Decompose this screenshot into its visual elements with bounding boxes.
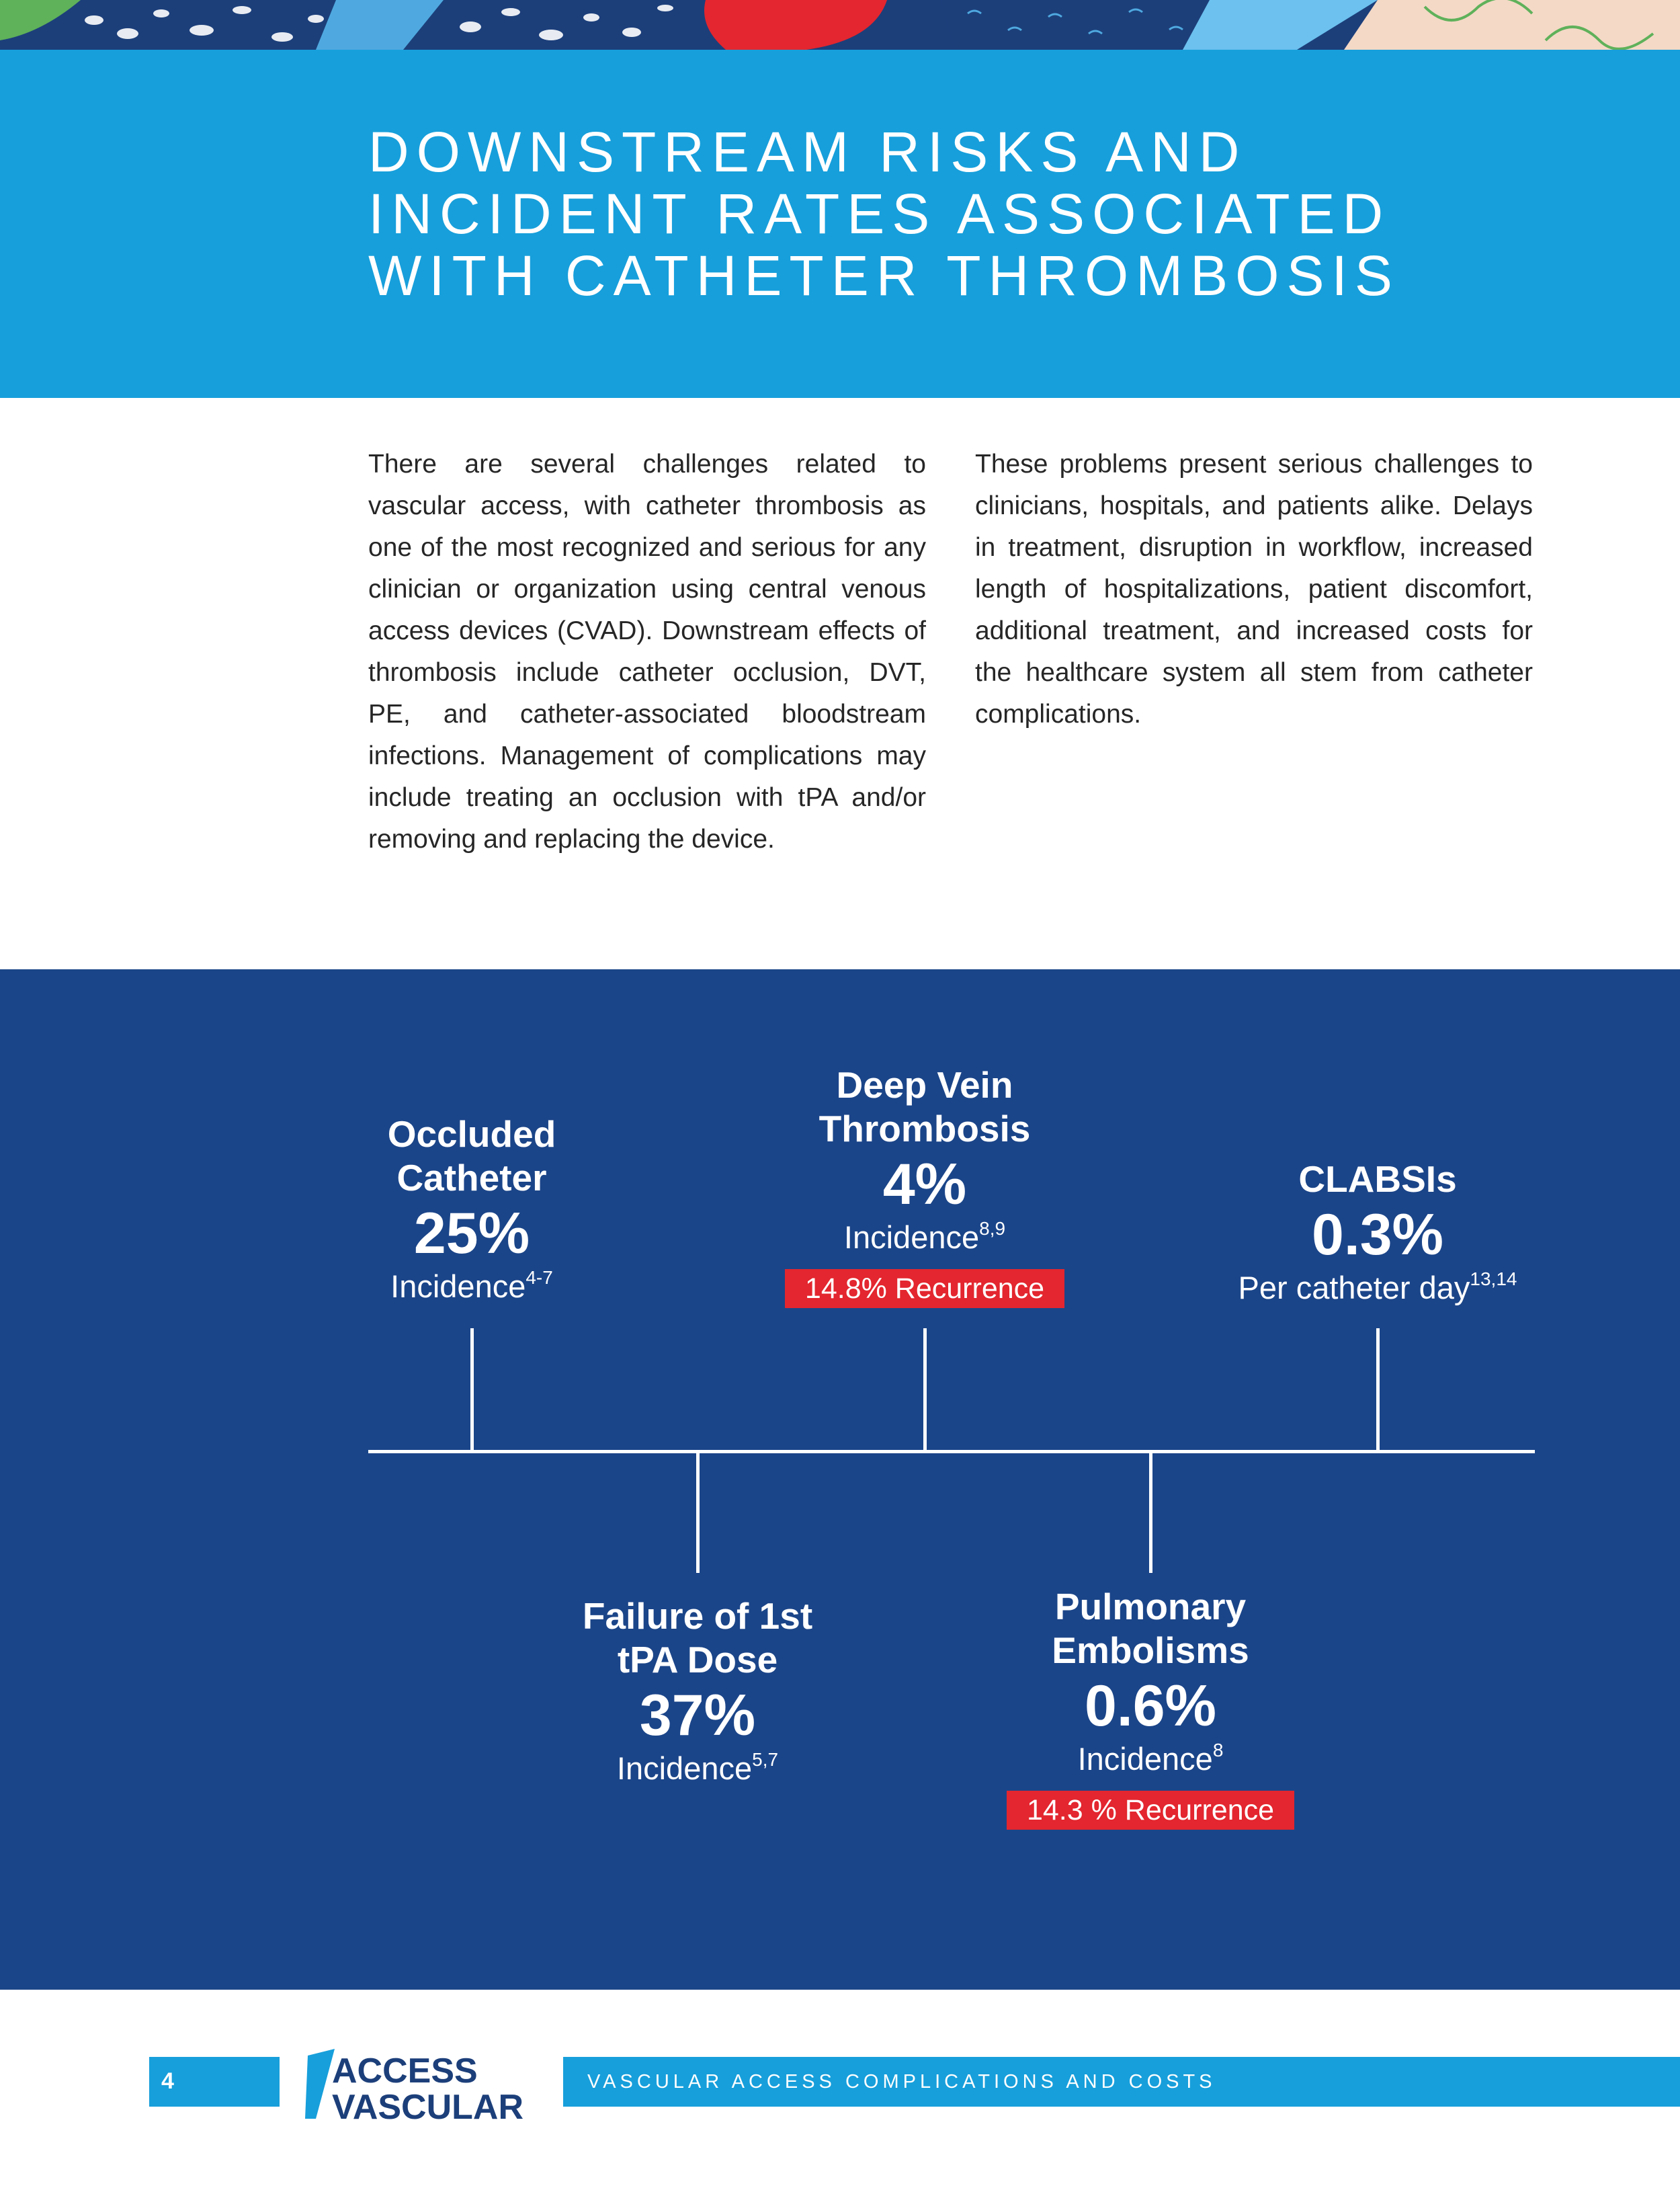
stat-value: 37% [639,1683,756,1748]
stat-label-line: Deep Vein [836,1064,1013,1106]
stat-label-line: CLABSIs [1298,1158,1457,1200]
stat-label [723,1063,1126,1151]
stat-note-text: Incidence [616,1750,753,1786]
intro-paragraph-right: These problems present serious challenges to clinicians, hospitals, and patients alike. Delays in treatment, disruption in workflow, increased length of hospitalizations, patient discomfort, additional treatment, and increased costs for the healthcare system all stem from catheter complications. [975,450,1533,729]
stat-clabsis [1176,1158,1579,1307]
stat-value: 0.3% [1311,1203,1444,1267]
stat-note [723,1218,1126,1257]
stat-note [949,1740,1352,1779]
stat-label [1176,1158,1579,1201]
stat-value: 25% [413,1201,530,1266]
stat-note-text: Incidence [390,1268,526,1304]
stat-value: 4% [882,1152,967,1217]
page-title [368,121,1511,307]
stat-label-line: Pulmonary [1054,1586,1247,1627]
stat-label-line: Embolisms [1052,1629,1249,1671]
logo-line-2: VASCULAR [332,2088,524,2125]
stat-label [949,1585,1352,1672]
stat-value: 0.6% [1084,1674,1217,1738]
page-title-line: INCIDENT RATES ASSOCIATED [368,182,1391,245]
reference-superscript: 13,14 [1470,1268,1517,1289]
stat-tpa-failure [496,1594,899,1788]
stat-deep-vein-thrombosis [723,1063,1126,1308]
stat-label [496,1594,899,1682]
recurrence-badge: 14.8% Recurrence [785,1269,1064,1308]
timeline-tick-pe [1149,1452,1152,1573]
access-vascular-logo [302,2043,531,2125]
header-illustration [0,0,1680,50]
stat-label-line: Thrombosis [818,1108,1031,1149]
stat-note [496,1749,899,1788]
intro-paragraph-left: There are several challenges related to vascular access, with catheter thrombosis as one of the most recognized and serious for any clinician or organization using central venous access devices (CVAD). Downstream effects of thrombosis include catheter occlusion, DVT, PE, and catheter-associated bloodstream infections. Management of complications may include treating an occlusion with tPA and/or removing and replacing the device. [368,450,926,854]
stat-label-line: Catheter [396,1157,547,1199]
stat-occluded-catheter [270,1112,673,1306]
stat-note [1176,1268,1579,1307]
stat-label-line: Failure of 1st [582,1595,813,1637]
stat-note-text: Incidence [1077,1741,1213,1777]
footer-bar [563,2057,1680,2107]
logo-line-1: ACCESS [332,2052,478,2091]
page-title-line: DOWNSTREAM RISKS AND [368,120,1247,184]
page-title-line: WITH CATHETER THROMBOSIS [368,244,1400,307]
timeline-tick-dvt [923,1328,927,1452]
stat-label-line: Occluded [387,1113,556,1155]
footer-section-title: VASCULAR ACCESS COMPLICATIONS AND COSTS [587,2071,1216,2093]
reference-superscript: 5,7 [752,1749,779,1770]
stat-note-text: Per catheter day [1238,1270,1470,1305]
stat-note [270,1267,673,1306]
timeline-axis [368,1450,1535,1453]
reference-superscript: 4-7 [526,1267,553,1288]
timeline-tick-occluded [470,1328,474,1452]
stat-label [270,1112,673,1200]
recurrence-badge: 14.3 % Recurrence [1007,1791,1294,1830]
reference-superscript: 8,9 [979,1218,1006,1239]
timeline-tick-clabsi [1376,1328,1380,1452]
stat-pulmonary-embolisms [949,1585,1352,1830]
stat-label-line: tPA Dose [617,1639,778,1680]
page-number: 4 [161,2068,174,2094]
page-number-box [149,2057,280,2107]
stat-note-text: Incidence [843,1219,980,1255]
timeline-tick-tpa [696,1452,700,1573]
reference-superscript: 8 [1212,1740,1224,1760]
